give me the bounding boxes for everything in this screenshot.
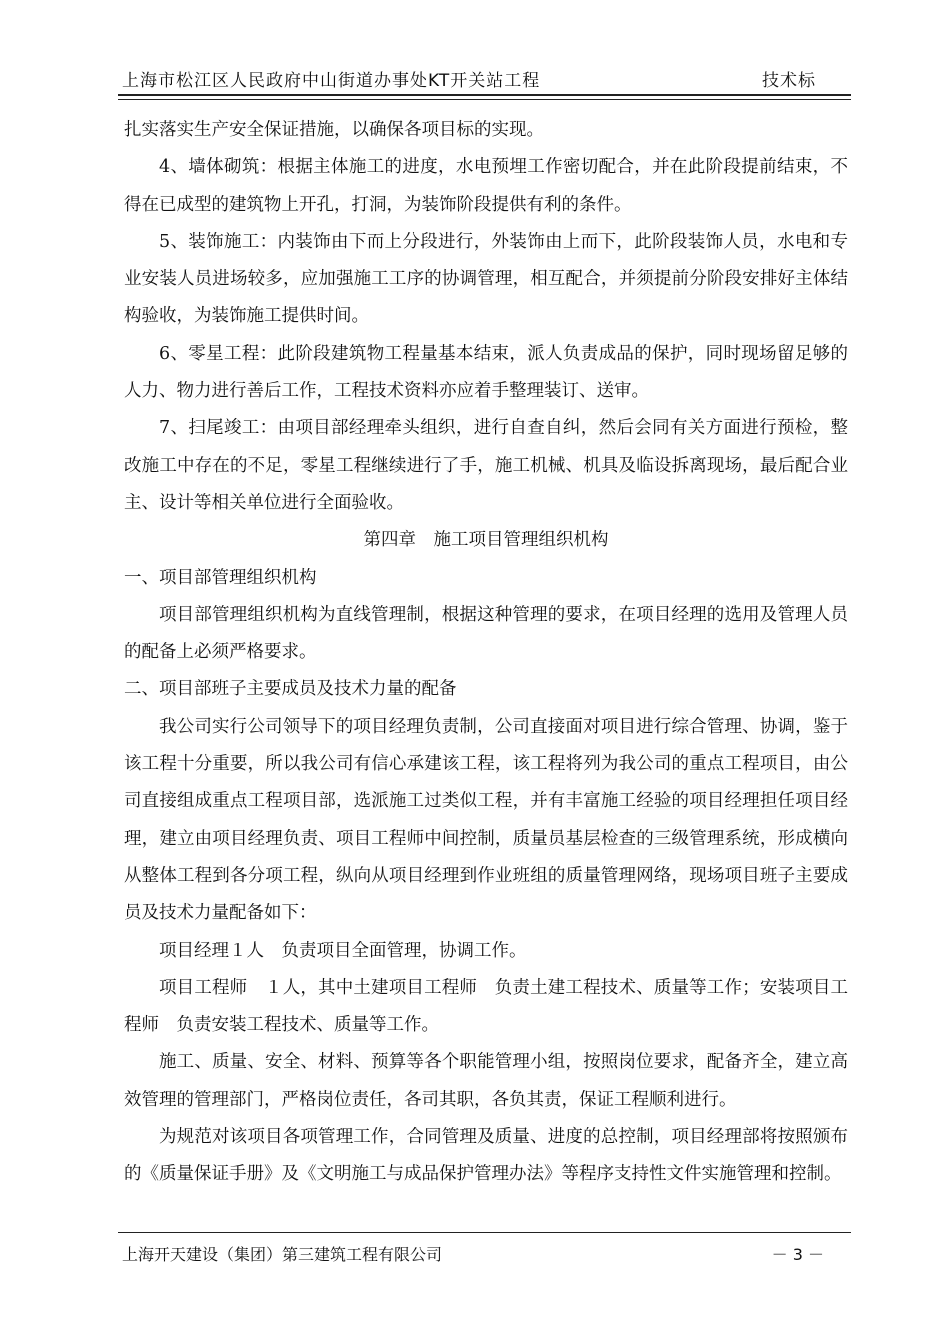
page-header bbox=[118, 66, 832, 96]
paragraph-project-engineer: 项目工程师 １人，其中土建项目工程师 负责土建工程技术、质量等工作；安装项目工程师 负责安装工程技术、质量等工作。 bbox=[124, 977, 848, 1036]
header-doc-type: 技术标 bbox=[762, 71, 816, 91]
paragraph-project-manager-system: 我公司实行公司领导下的项目经理负责制，公司直接面对项目进行综合管理、协调，鉴于该工程十分重要，所以我公司有信心承建该工程，该工程将列为我公司的重点工程项目，由公司直接组成重点工程项目部，选派施工过类似工程，并有丰富施工经验的项目经理担任项目经理，建立由项目经理负责、项目工程师中间控制，质量员基层检查的三级管理系统，形成横向从整体工程到各分项工程，纵向从项目经理到作业班组的质量管理网络，现场项目班子主要成员及技术力量配备如下： bbox=[124, 716, 848, 924]
footer-rule bbox=[118, 1232, 851, 1233]
paragraph-management-control: 为规范对该项目各项管理工作，合同管理及质量、进度的总控制，项目经理部将按照颁布的《质量保证手册》及《文明施工与成品保护管理办法》等程序支持性文件实施管理和控制。 bbox=[124, 1127, 848, 1185]
section-heading-2: 二、项目部班子主要成员及技术力量的配备 bbox=[124, 679, 457, 700]
section-heading-1: 一、项目部管理组织机构 bbox=[124, 567, 317, 588]
paragraph-functional-groups: 施工、质量、安全、材料、预算等各个职能管理小组，按照岗位要求，配备齐全，建立高效管理的管理部门，严格岗位责任，各司其职，各负其责，保证工程顺利进行。 bbox=[124, 1052, 848, 1110]
paragraph-decoration: 5、装饰施工：内装饰由下而上分段进行，外装饰由上而下，此阶段装饰人员，水电和专业安装人员进场较多，应加强施工工序的协调管理，相互配合，并须提前分阶段安排好主体结构验收，为装饰施工提供时间。 bbox=[124, 231, 848, 327]
paragraph-continuation: 扎实落实生产安全保证措施，以确保各项目标的实现。 bbox=[124, 120, 544, 140]
header-rule bbox=[118, 94, 851, 100]
chapter-heading: 第四章 施工项目管理组织机构 bbox=[363, 530, 609, 551]
footer-company: 上海开天建设（集团）第三建筑工程有限公司 bbox=[122, 1245, 443, 1264]
footer-page-number: － 3 － bbox=[771, 1245, 824, 1264]
paragraph-completion: 7、扫尾竣工：由项目部经理牵头组织，进行自查自纠，然后会同有关方面进行预检，整改施工中存在的不足，零星工程继续进行了手，施工机械、机具及临设拆离现场，最后配合业主、设计等相关单位进行全面验收。 bbox=[124, 418, 848, 513]
document-body bbox=[124, 112, 848, 1194]
paragraph-minor-works: 6、零星工程：此阶段建筑物工程量基本结束，派人负责成品的保护，同时现场留足够的人力、物力进行善后工作，工程技术资料亦应着手整理装订、送审。 bbox=[124, 343, 848, 402]
paragraph-wall-masonry: 4、墙体砌筑：根据主体施工的进度，水电预埋工作密切配合，并在此阶段提前结束，不得在已成型的建筑物上开孔，打洞，为装饰阶段提供有利的条件。 bbox=[124, 157, 848, 215]
paragraph-project-manager: 项目经理１人 负责项目全面管理，协调工作。 bbox=[159, 940, 527, 961]
header-project-title: 上海市松江区人民政府中山街道办事处KT开关站工程 bbox=[122, 71, 541, 91]
paragraph-org-structure: 项目部管理组织机构为直线管理制，根据这种管理的要求，在项目经理的选用及管理人员的配备上必须严格要求。 bbox=[124, 604, 848, 663]
